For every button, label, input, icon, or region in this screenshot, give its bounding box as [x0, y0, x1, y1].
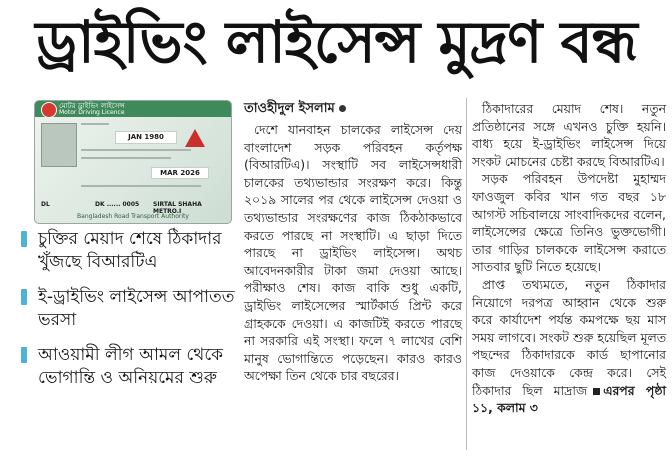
driving-licence-card-image [34, 100, 232, 224]
pull-quote-bar-icon [21, 231, 27, 247]
pull-quote-bar-icon [21, 289, 27, 305]
column-divider [466, 98, 467, 450]
pull-quote-text: আওয়ামী লীগ আমল থেকে ভোগান্তি ও অনিয়মের শুরু [38, 345, 224, 388]
card-holder-name: SIRTAL SHAHA METRO.I [153, 201, 202, 215]
article-column-2 [472, 100, 666, 417]
pull-quote [18, 344, 238, 390]
card-dob: JAN 1980 [115, 131, 177, 144]
bullet-icon [339, 105, 346, 112]
card-field-line [81, 149, 191, 151]
card-field-line [81, 185, 201, 187]
continued-text: এরপর পৃষ্ঠা ১১, কলাম ৩ [472, 382, 666, 416]
pull-quote-list [18, 228, 238, 402]
article-paragraph-text: প্রাপ্ত তথ্যমতে, নতুন ঠিকাদার নিয়োগে দরপত্র আহ্বান থেকে শুরু করে কার্যাদেশ পর্যন্ত কমপক্ষে ছয় মাস সময় লাগবে। সংকট শুরু হয়েছিল মূলত পছন্দের ঠিকাদারকে কার্ড ছাপানোর কাজ দেওয়াকে কেন্দ্র করে। সেই ঠিকাদার ছিল মাদ্রাজ [472, 276, 666, 398]
headline: ড্রাইভিং লাইসেন্স মুদ্রণ বন্ধ [35, 8, 637, 76]
card-field-line [81, 157, 171, 159]
govt-emblem-icon [41, 102, 57, 118]
article-paragraph: দেশে যানবাহন চালকের লাইসেন্স দেয় বাংলাদেশ সড়ক পরিবহন কর্তৃপক্ষ (বিআরটিএ)। সংস্থাটি সব লাইসেন্সধারী চালকের তথ্যভান্ডার সংরক্ষণ করে। কিন্তু ২০১৯ সালের পর থেকে লাইসেন্স দেওয়া ও তথ্যভান্ডার সংরক্ষণের কাজ ঠিকঠাকভাবে করতে পারছে না সংস্থাটি। এ ছাড়া দিতে পারছে না ড্রাইভিং লাইসেন্স। অথচ আবেদনকারীর টাকা জমা দেওয়া আছে। পরীক্ষাও শেষ। কাজ বাকি শুধু একটি, ড্রাইভিং লাইসেন্সের স্মার্টকার্ড প্রিন্ট করে গ্রাহককে দেওয়া। এ কাজটিই করতে পারছে না সরকারি এই সংস্থা। ফলে ৭ লাখের বেশি মানুষ ভোগান্তিতে পড়েছেন। কারও কারও অপেক্ষা তিন থেকে চার বছরের। [244, 122, 462, 384]
pull-quote [18, 228, 238, 274]
card-photo [41, 123, 77, 167]
card-footer: Bangladesh Road Transport Authority [77, 213, 189, 220]
card-header-bangla: মোটর ড্রাইভিং লাইসেন্স [59, 102, 125, 110]
card-dl-label: DL [41, 201, 50, 208]
article-paragraph [472, 276, 666, 417]
card-expiry: MAR 2026 [151, 167, 209, 179]
article-column-1 [244, 100, 462, 385]
byline [244, 100, 462, 118]
card-number: DK ...... 0005 [95, 201, 140, 208]
byline-author: তাওহীদুল ইসলাম [244, 101, 335, 116]
warning-triangle-icon [185, 129, 205, 147]
card-field-line [81, 123, 109, 125]
pull-quote-bar-icon [21, 347, 27, 363]
article-paragraph: সড়ক পরিবহন উপদেষ্টা মুহাম্মদ ফাওজুল কবির খান গত বছর ১৮ আগস্ট সচিবালয়ে সাংবাদিকদের বলেন, লাইসেন্সের ক্ষেত্রে তিনিও ভুক্তভোগী। তার গাড়ির চালককে লাইসেন্স করাতে সাতবার ছুটি নিতে হয়েছে। [472, 171, 666, 275]
article-paragraph: ঠিকাদারের মেয়াদ শেষ। নতুন প্রতিষ্ঠানের সঙ্গে এখনও চুক্তি হয়নি। বাধ্য হয়ে ই-ড্রাইভিং লাইসেন্স দিয়ে সংকট মোচনের চেষ্টা করছে বিআরটিএ। [472, 101, 666, 169]
square-bullet-icon [593, 388, 600, 395]
pull-quote-text: ই-ড্রাইভিং লাইসেন্স আপাতত ভরসা [38, 287, 235, 330]
pull-quote [18, 286, 238, 332]
pull-quote-text: চুক্তির মেয়াদ শেষে ঠিকাদার খুঁজছে বিআরটিএ [38, 229, 222, 272]
card-header [35, 101, 231, 117]
card-header-english: Motor Driving Licence [59, 109, 125, 116]
